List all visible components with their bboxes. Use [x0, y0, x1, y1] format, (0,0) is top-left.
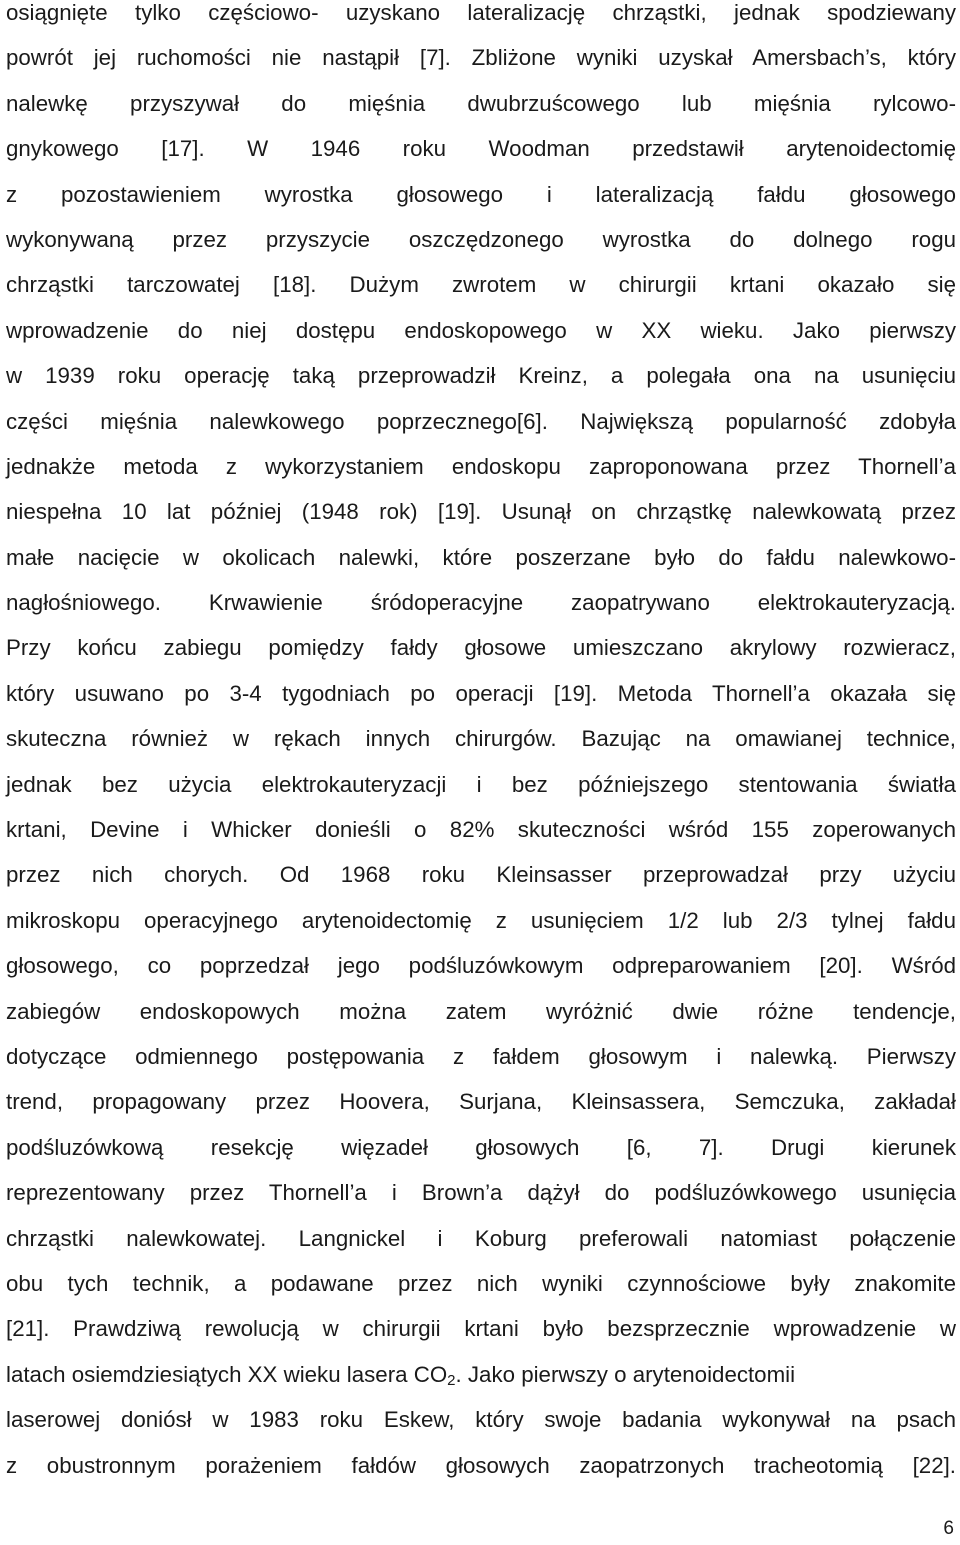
text-line: który usuwano po 3-4 tygodniach po operacji [19]. Metoda Thornell’a okazała się — [6, 680, 956, 706]
text-line: Przy końcu zabiegu pomiędzy fałdy głosowe umieszczano akrylowy rozwieracz, — [6, 635, 956, 661]
text-line: reprezentowany przez Thornell’a i Brown’a dążył do podśluzówkowego usunięcia — [6, 1180, 956, 1206]
co2-line-before: latach osiemdziesiątych XX wieku lasera CO — [6, 1361, 448, 1387]
text-line: małe nacięcie w okolicach nalewki, które poszerzane było do fałdu nalewkowo- — [6, 544, 956, 570]
text-line: krtani, Devine i Whicker donieśli o 82% skuteczności wśród 155 zoperowanych — [6, 817, 956, 843]
text-line: z obustronnym porażeniem fałdów głosowych zaopatrzonych tracheotomią [22]. — [6, 1452, 956, 1478]
text-line: laserowej doniósł w 1983 roku Eskew, który swoje badania wykonywał na psach — [6, 1407, 956, 1433]
text-line: trend, propagowany przez Hoovera, Surjana, Kleinsassera, Semczuka, zakładał — [6, 1089, 956, 1115]
text-line: w 1939 roku operację taką przeprowadził Kreinz, a polegała ona na usunięciu — [6, 363, 956, 389]
text-line: [21]. Prawdziwą rewolucją w chirurgii krtani było bezsprzecznie wprowadzenie w — [6, 1316, 956, 1342]
text-line: chrząstki tarczowatej [18]. Dużym zwrotem w chirurgii krtani okazało się — [6, 272, 956, 298]
text-line: nagłośniowego. Krwawienie śródoperacyjne zaopatrywano elektrokauteryzacją. — [6, 590, 956, 616]
text-line: przez nich chorych. Od 1968 roku Kleinsasser przeprowadzał przy użyciu — [6, 862, 956, 888]
text-line: osiągnięte tylko częściowo- uzyskano lateralizację chrząstki, jednak spodziewany — [6, 0, 956, 25]
text-line: jednak bez użycia elektrokauteryzacji i bez późniejszego stentowania światła — [6, 771, 956, 797]
text-line: gnykowego [17]. W 1946 roku Woodman przedstawił arytenoidectomię — [6, 136, 956, 162]
text-line: jednakże metoda z wykorzystaniem endoskopu zaproponowana przez Thornell’a — [6, 453, 956, 479]
text-line: mikroskopu operacyjnego arytenoidectomię z usunięciem 1/2 lub 2/3 tylnej fałdu — [6, 907, 956, 933]
text-line: chrząstki nalewkowatej. Langnickel i Koburg preferowali natomiast połączenie — [6, 1225, 956, 1251]
text-line: z pozostawieniem wyrostka głosowego i lateralizacją fałdu głosowego — [6, 181, 956, 207]
text-line: wykonywaną przez przyszycie oszczędzonego wyrostka do dolnego rogu — [6, 226, 956, 252]
body-paragraph — [6, 0, 956, 1488]
text-line: niespełna 10 lat później (1948 rok) [19]. Usunął on chrząstkę nalewkowatą przez — [6, 499, 956, 525]
text-line: powrót jej ruchomości nie nastąpił [7]. Zbliżone wyniki uzyskał Amersbach’s, który — [6, 45, 956, 71]
text-line: głosowego, co poprzedzał jego podśluzówkowym odpreparowaniem [20]. Wśród — [6, 953, 956, 979]
text-line: części mięśnia nalewkowego poprzecznego[6]. Największą popularność zdobyła — [6, 408, 956, 434]
text-line: wprowadzenie do niej dostępu endoskopowego w XX wieku. Jako pierwszy — [6, 317, 956, 343]
text-line: podśluzówkową resekcję więzadeł głosowych [6, 7]. Drugi kierunek — [6, 1134, 956, 1160]
text-line-co2 — [6, 1352, 956, 1397]
co2-line-after: . Jako pierwszy o arytenoidectomii — [455, 1361, 796, 1387]
text-line: nalewkę przyszywał do mięśnia dwubrzuścowego lub mięśnia rylcowo- — [6, 90, 956, 116]
page-number: 6 — [943, 1518, 954, 1539]
text-line: obu tych technik, a podawane przez nich wyniki czynnościowe były znakomite — [6, 1270, 956, 1296]
text-line: dotyczące odmiennego postępowania z fałdem głosowym i nalewką. Pierwszy — [6, 1043, 956, 1069]
text-line: skuteczna również w rękach innych chirurgów. Bazując na omawianej technice, — [6, 726, 956, 752]
co2-subscript: 2 — [447, 1371, 456, 1389]
text-line: zabiegów endoskopowych można zatem wyróżnić dwie różne tendencje, — [6, 998, 956, 1024]
